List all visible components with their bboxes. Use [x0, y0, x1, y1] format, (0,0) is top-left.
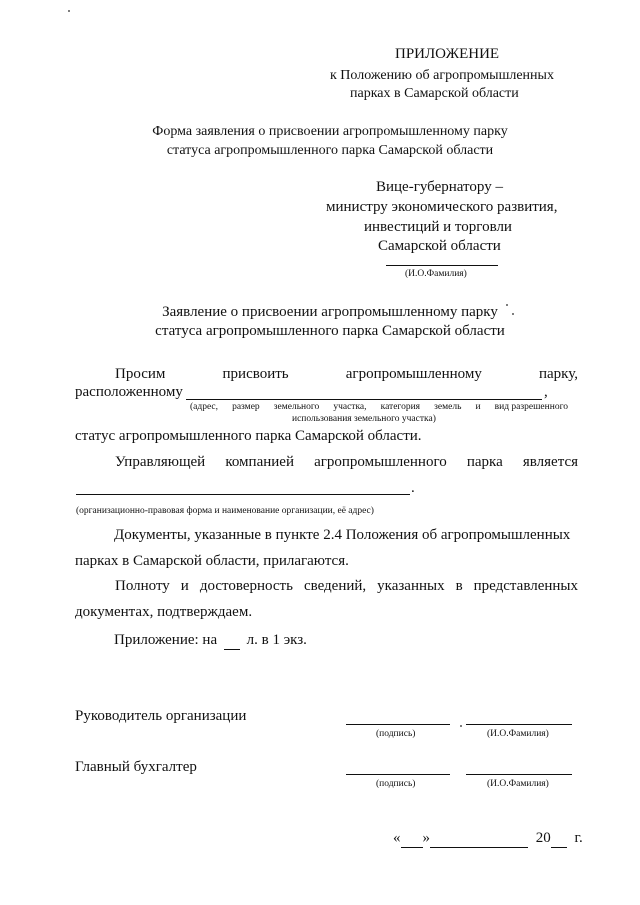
- p2-word: Управляющей: [115, 454, 206, 470]
- head-label: Руководитель организации: [75, 708, 247, 724]
- p1-hint-word: категория: [380, 402, 421, 412]
- appendix-line-1: к Положению об агропромышленных: [330, 68, 554, 83]
- p5-line: [114, 632, 307, 650]
- p4-word: в: [455, 578, 463, 594]
- accountant-sign-hint: (подпись): [376, 779, 416, 789]
- addressee-name-hint: (И.О.Фамилия): [405, 269, 467, 279]
- date-year-prefix: 20: [535, 830, 551, 846]
- p2-word: парка: [466, 454, 503, 470]
- p1-word: Просим: [115, 366, 166, 382]
- appendix-title: ПРИЛОЖЕНИЕ: [395, 46, 500, 62]
- p4-word: Полноту: [115, 578, 170, 594]
- p1-hint-word: (адрес,: [190, 402, 219, 412]
- p1-word: агропромышленному: [345, 366, 482, 382]
- addressee-name-line: [386, 265, 498, 266]
- date-open-quote: «: [393, 830, 401, 846]
- statement-title-line-1: Заявление о присвоении агропромышленному парку: [162, 304, 498, 320]
- p2-word: компанией: [225, 454, 294, 470]
- date-year-suffix: г.: [574, 830, 583, 846]
- scan-dot: [460, 725, 462, 727]
- p1-hint-word: участка,: [333, 402, 367, 412]
- p1-hint-word: и: [475, 402, 481, 412]
- addressee-line-4: Самарской области: [378, 238, 501, 254]
- p1-word: парку,: [538, 366, 578, 382]
- addressee-line-2: министру экономического развития,: [326, 199, 558, 215]
- p5-pages-field[interactable]: [224, 632, 240, 650]
- accountant-name-hint: (И.О.Фамилия): [487, 779, 549, 789]
- p1-located-label: расположенному: [75, 384, 183, 400]
- paragraph-4-line-1: [115, 578, 578, 595]
- p4-word: достоверность: [199, 578, 293, 594]
- scan-dot: [68, 10, 70, 12]
- p4-word: и: [180, 578, 189, 594]
- p1-hint-word: вид разрешенного: [494, 402, 568, 412]
- date-close-quote: »: [422, 830, 430, 846]
- head-name-hint: (И.О.Фамилия): [487, 729, 549, 739]
- p3-line-2: парках в Самарской области, прилагаются.: [75, 553, 349, 569]
- head-name-field[interactable]: [466, 724, 572, 725]
- addressee-line-3: инвестиций и торговли: [364, 219, 512, 235]
- p4-word: указанных: [377, 578, 445, 594]
- p1-hint-word: размер: [232, 402, 260, 412]
- p2-hint: (организационно-правовая форма и наименование организации, её адрес): [76, 506, 374, 516]
- form-title-line-2: статуса агропромышленного парка Самарской области: [166, 143, 494, 158]
- p1-hint-line-2: использования земельного участка): [292, 414, 436, 424]
- p2-word: агропромышленного: [314, 454, 447, 470]
- p2-end-dot: .: [411, 480, 415, 496]
- paragraph-1-line-1: [115, 366, 578, 383]
- accountant-label: Главный бухгалтер: [75, 759, 197, 775]
- statement-title-line-2: статуса агропромышленного парка Самарской области: [155, 323, 505, 339]
- p1-hint-word: земель: [434, 402, 462, 412]
- p1-hint-line-1: [190, 402, 568, 412]
- p5-suffix: л. в 1 экз.: [246, 632, 307, 648]
- p1-hint-word: земельного: [273, 402, 320, 412]
- accountant-signature-field[interactable]: [346, 774, 450, 775]
- p4-word: сведений,: [303, 578, 367, 594]
- p4-word: представленных: [473, 578, 578, 594]
- addressee-line-1: Вице-губернатору –: [376, 179, 503, 195]
- p3-line-1: Документы, указанные в пункте 2.4 Положения об агропромышленных: [114, 527, 571, 543]
- date-day-field[interactable]: [401, 830, 423, 848]
- p2-word: является: [522, 454, 578, 470]
- p1-end: статус агропромышленного парка Самарской области.: [75, 428, 422, 444]
- p1-comma: ,: [544, 384, 548, 400]
- p2-company-field[interactable]: [76, 494, 410, 495]
- appendix-line-2: парках в Самарской области: [350, 86, 519, 101]
- head-signature-field[interactable]: [346, 724, 450, 725]
- p1-word: присвоить: [222, 366, 289, 382]
- p4-line-2: документах, подтверждаем.: [75, 604, 253, 620]
- date-month-field[interactable]: [430, 830, 528, 848]
- paragraph-2-line-1: [115, 454, 578, 471]
- accountant-name-field[interactable]: [466, 774, 572, 775]
- date-line: [393, 830, 583, 848]
- p5-prefix: Приложение: на: [114, 632, 218, 648]
- date-year-field[interactable]: [551, 830, 567, 848]
- form-title-line-1: Форма заявления о присвоении агропромышленному парку: [152, 124, 508, 139]
- head-sign-hint: (подпись): [376, 729, 416, 739]
- p1-address-field[interactable]: [186, 399, 542, 400]
